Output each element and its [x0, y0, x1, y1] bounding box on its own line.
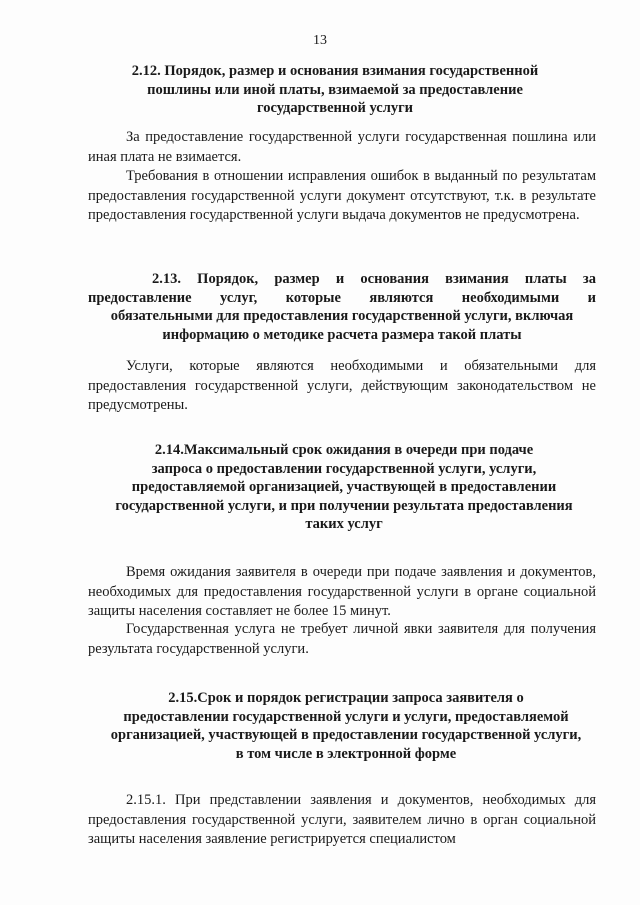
heading-line: запроса о предоставлении государственной услуги, услуги, [151, 460, 537, 477]
section-2-12-paragraph-2: Требования в отношении исправления ошибок в выданный по результатам предоставления государственной услуги документ отсутствуют, т.к. в результате предоставления государственной услуги выдача документов не предусмотрена. [88, 168, 596, 223]
section-2-14-paragraph-1: Время ожидания заявителя в очереди при подаче заявления и документов, необходимых для предоставления государственной услуги в органе социальной защиты населения составляет не более 15 минут. [88, 564, 596, 619]
heading-line: предоставлении государственной услуги и услуги, предоставляемой [123, 708, 569, 725]
heading-line: 2.14.Максимальный срок ожидания в очереди при подаче [154, 442, 534, 458]
section-2-15-paragraph-1: 2.15.1. При представлении заявления и документов, необходимых для предоставления государственной услуги, заявителем лично в орган социальной защиты населения заявление регистрируется специалистом [88, 792, 596, 847]
heading-line: в том числе в электронной форме [235, 745, 457, 762]
heading-line: предоставляемой организацией, участвующей в предоставлении [131, 479, 557, 495]
section-2-15-heading [96, 689, 596, 763]
heading-line: государственной услуги [256, 100, 414, 116]
section-2-14-paragraph-2: Государственная услуга не требует личной явки заявителя для получения результата государственной услуги. [88, 621, 596, 657]
section-2-13-heading [88, 270, 596, 344]
page-number: 13 [313, 33, 327, 48]
heading-line: государственной услуги, и при получении результата предоставления [115, 497, 573, 514]
heading-line: информацию о методике расчета размера такой платы [162, 326, 522, 343]
heading-line: предоставление услуг, которые являются необходимыми и [88, 289, 596, 306]
section-2-14-heading [96, 441, 592, 534]
heading-line: пошлины или иной платы, взимаемой за предоставление [147, 81, 523, 98]
heading-line: 2.12. Порядок, размер и основания взимания государственной [131, 63, 539, 79]
section-2-12-paragraph-1: За предоставление государственной услуги государственная пошлина или иная плата не взимается. [88, 129, 596, 165]
heading-line: 2.15.Срок и порядок регистрации запроса заявителя о [168, 690, 524, 706]
section-2-13-paragraph-1: Услуги, которые являются необходимыми и обязательными для предоставления государственной услуги, действующим законодательством не предусмотрены. [88, 358, 596, 413]
heading-line: 2.13. Порядок, размер и основания взимания платы за [152, 271, 596, 287]
heading-line: организацией, участвующей в предоставлении государственной услуги, [110, 727, 582, 743]
heading-line: обязательными для предоставления государственной услуги, включая [110, 308, 574, 324]
section-2-12-heading [120, 62, 550, 118]
heading-line: таких услуг [305, 516, 383, 532]
